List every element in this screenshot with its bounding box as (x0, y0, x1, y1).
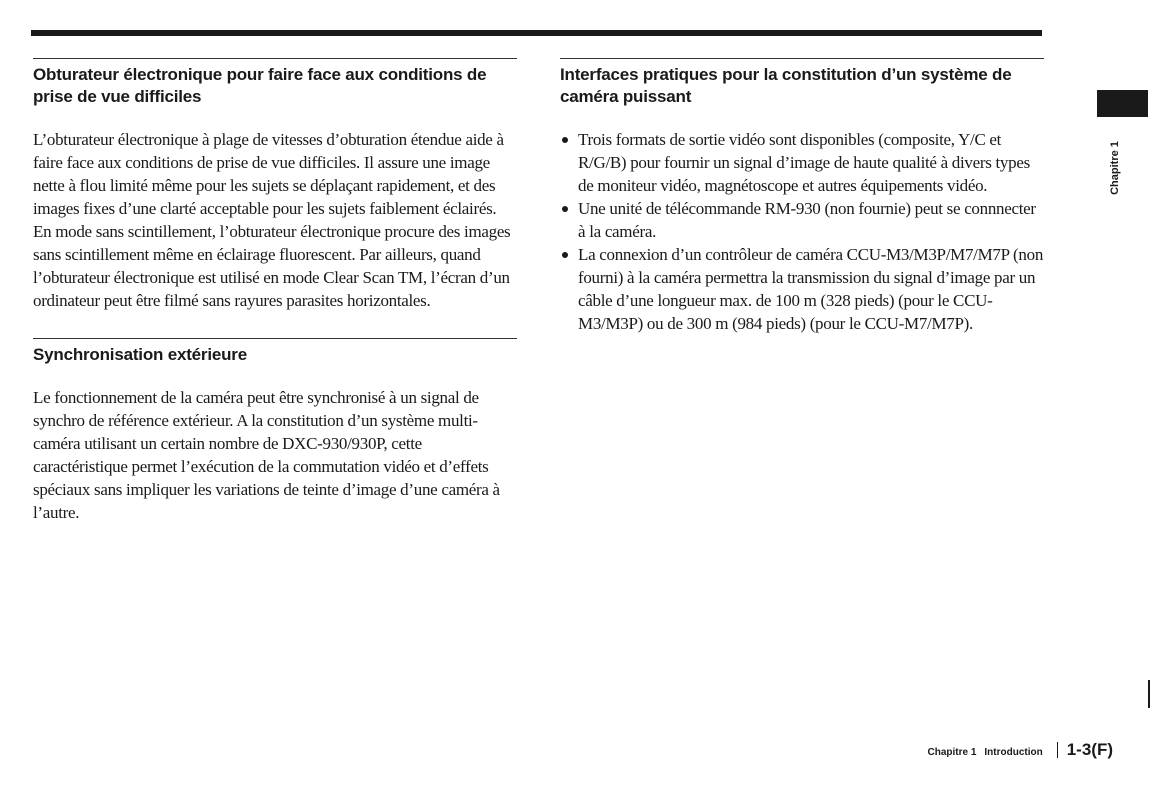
chapter-tab-label: Chapitre 1 (1109, 141, 1121, 195)
section-heading-sync: Synchronisation extérieure (33, 345, 247, 364)
left-column (33, 58, 517, 524)
section-rule (560, 58, 1044, 59)
chapter-tab-marker (1097, 90, 1148, 117)
section-heading-interfaces: Interfaces pratiques pour la constitution d’un système de caméra puissant (560, 65, 1012, 106)
top-rule (31, 30, 1042, 36)
section-heading-shutter: Obturateur électronique pour faire face aux conditions de prise de vue difficiles (33, 65, 487, 106)
right-column (560, 58, 1044, 335)
page-footer (927, 740, 1113, 760)
margin-change-bar (1148, 680, 1150, 708)
page-number: 1-3(F) (1066, 740, 1113, 759)
bullet-list (560, 128, 1044, 335)
footer-separator (1057, 742, 1058, 758)
section-rule (33, 58, 517, 59)
section-sync (33, 338, 517, 524)
footer-chapter: Chapitre 1 (927, 747, 977, 758)
bullet-item: Trois formats de sortie vidéo sont disponibles (composite, Y/C et R/G/B) pour fournir un signal d’image de haute qualité à divers types de moniteur vidéo, magnétoscope et autres équipements vidéo. (560, 128, 1044, 197)
section-rule (33, 338, 517, 339)
footer-section: Introduction (984, 747, 1043, 758)
bullet-item: Une unité de télécommande RM-930 (non fournie) peut se connnecter à la caméra. (560, 197, 1044, 243)
section-body-sync: Le fonctionnement de la caméra peut être synchronisé à un signal de synchro de référence extérieur. A la constitution d’un système multi-caméra utilisant un certain nombre de DXC-930/930P, cette caractéristique permet l’exécution de la commutation vidéo et d’effets spéciaux sans impliquer les variations de teinte d’image d’une caméra à l’autre. (33, 388, 500, 522)
bullet-item: La connexion d’un contrôleur de caméra CCU-M3/M3P/M7/M7P (non fourni) à la caméra permettra la transmission du signal d’image par un câble d’une longueur max. de 100 m (328 pieds) (pour le CCU-M3/M3P) ou de 300 m (984 pieds) (pour le CCU-M7/M7P). (560, 243, 1044, 335)
section-body-shutter: L’obturateur électronique à plage de vitesses d’obturation étendue aide à faire face aux conditions de prise de vue difficiles. Il assure une image nette à flou limité même pour les sujets se déplaçant rapidement, et des images fixes d’une clarté acceptable pour les sujets faiblement éclairés. En mode sans scintillement, l’obturateur électronique procure des images sans scintillement même en éclairage fluorescent. Par ailleurs, quand l’obturateur électronique est utilisé en mode Clear Scan TM, l’écran d’un ordinateur peut être filmé sans rayures parasites horizontales. (33, 130, 511, 310)
